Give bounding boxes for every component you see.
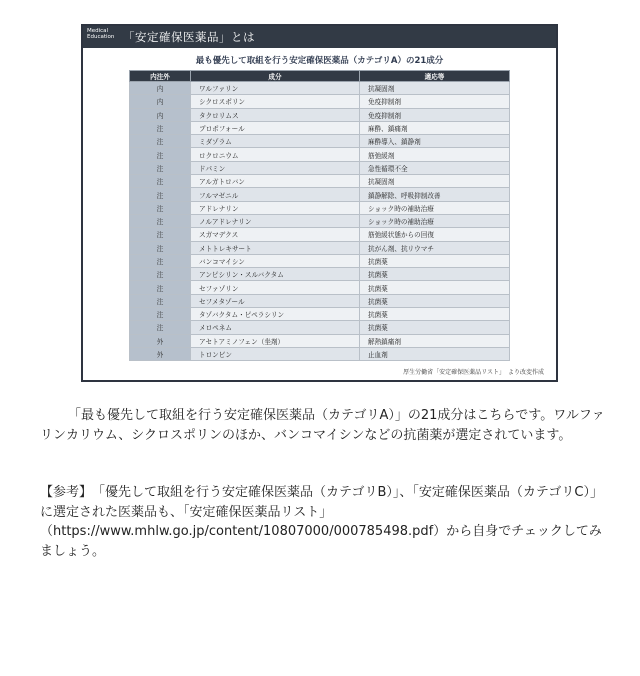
slide-header (83, 26, 556, 48)
row-indication: 筋弛緩状態からの回復 (360, 228, 510, 241)
row-ingredient: セファゾリン (191, 281, 360, 294)
row-category: 内 (130, 95, 191, 108)
row-indication: 抗菌薬 (360, 294, 510, 307)
table-row (130, 254, 510, 267)
row-category: 注 (130, 321, 191, 334)
row-ingredient: ドパミン (191, 161, 360, 174)
row-ingredient: ロクロニウム (191, 148, 360, 161)
row-ingredient: トロンビン (191, 347, 360, 360)
source-note: 厚生労働省「安定確保医薬品リスト」 より改変作成 (403, 369, 544, 376)
row-category: 外 (130, 347, 191, 360)
row-ingredient: アルガトロバン (191, 175, 360, 188)
table-row (130, 334, 510, 347)
row-category: 内 (130, 82, 191, 95)
row-category: 注 (130, 175, 191, 188)
table-header-row (130, 71, 510, 82)
body-paragraph-1: 「最も優先して取組を行う安定確保医薬品（カテゴリA）」の21成分はこちらです。ワルファリンカリウム、シクロスポリンのほか、バンコマイシンなどの抗菌薬が選定されています。 (40, 408, 605, 443)
row-ingredient: シクロスポリン (191, 95, 360, 108)
row-ingredient: ミダゾラム (191, 135, 360, 148)
row-category: 外 (130, 334, 191, 347)
row-category: 注 (130, 268, 191, 281)
slide-image (81, 24, 558, 382)
row-ingredient: バンコマイシン (191, 254, 360, 267)
row-indication: 抗菌薬 (360, 281, 510, 294)
row-category: 注 (130, 135, 191, 148)
table-row (130, 321, 510, 334)
row-ingredient: プロポフォール (191, 121, 360, 134)
row-category: 注 (130, 254, 191, 267)
table-row (130, 214, 510, 227)
table-row (130, 281, 510, 294)
row-indication: 抗がん剤、抗リウマチ (360, 241, 510, 254)
row-ingredient: アンピシリン・スルバクタム (191, 268, 360, 281)
table-row (130, 148, 510, 161)
table-row (130, 294, 510, 307)
table-row (130, 228, 510, 241)
row-category: 注 (130, 121, 191, 134)
column-header-category: 内注外 (130, 71, 191, 82)
row-indication: 止血剤 (360, 347, 510, 360)
row-ingredient: メロペネム (191, 321, 360, 334)
column-header-indication: 適応等 (360, 71, 510, 82)
row-ingredient: スガマデクス (191, 228, 360, 241)
row-category: 注 (130, 294, 191, 307)
row-indication: ショック時の補助治療 (360, 201, 510, 214)
row-ingredient: タゾバクタム・ピペラシリン (191, 308, 360, 321)
row-category: 注 (130, 161, 191, 174)
table-row (130, 268, 510, 281)
table-row (130, 135, 510, 148)
row-ingredient: セフメタゾール (191, 294, 360, 307)
table-row (130, 82, 510, 95)
row-indication: 筋弛緩剤 (360, 148, 510, 161)
row-category: 注 (130, 148, 191, 161)
row-indication: 抗菌薬 (360, 321, 510, 334)
row-indication: 抗菌薬 (360, 268, 510, 281)
row-category: 注 (130, 214, 191, 227)
table-row (130, 121, 510, 134)
table-row (130, 108, 510, 121)
medical-education-logo: Medical Education (87, 28, 115, 40)
row-category: 注 (130, 228, 191, 241)
row-indication: 解熱鎮痛剤 (360, 334, 510, 347)
row-ingredient: ワルファリン (191, 82, 360, 95)
column-header-ingredient: 成分 (191, 71, 360, 82)
drug-table (129, 70, 510, 361)
row-ingredient: ノルアドレナリン (191, 214, 360, 227)
row-category: 注 (130, 281, 191, 294)
slide-title: 「安定確保医薬品」とは (123, 30, 255, 44)
row-category: 内 (130, 108, 191, 121)
table-row (130, 95, 510, 108)
row-ingredient: アセトアミノフェン（坐剤） (191, 334, 360, 347)
row-indication: 抗菌薬 (360, 254, 510, 267)
table-row (130, 347, 510, 360)
row-ingredient: メトトレキサート (191, 241, 360, 254)
row-indication: 麻酔導入、鎮静剤 (360, 135, 510, 148)
table-row (130, 241, 510, 254)
table-row (130, 308, 510, 321)
row-ingredient: アドレナリン (191, 201, 360, 214)
row-indication: 抗凝固剤 (360, 82, 510, 95)
row-category: 注 (130, 201, 191, 214)
row-indication: 抗菌薬 (360, 308, 510, 321)
row-indication: 免疫抑制剤 (360, 95, 510, 108)
row-indication: 麻酔、鎮痛剤 (360, 121, 510, 134)
table-row (130, 175, 510, 188)
row-indication: 免疫抑制剤 (360, 108, 510, 121)
row-category: 注 (130, 241, 191, 254)
row-category: 注 (130, 308, 191, 321)
table-title: 最も優先して取組を行う安定確保医薬品（カテゴリA）の21成分 (195, 56, 444, 66)
row-ingredient: タクロリムス (191, 108, 360, 121)
row-category: 注 (130, 188, 191, 201)
row-indication: 鎮静解除、呼吸抑制改善 (360, 188, 510, 201)
row-ingredient: フルマゼニル (191, 188, 360, 201)
row-indication: 抗凝固剤 (360, 175, 510, 188)
table-row (130, 188, 510, 201)
table-row (130, 161, 510, 174)
table-row (130, 201, 510, 214)
row-indication: ショック時の補助治療 (360, 214, 510, 227)
body-paragraph-reference: 【参考】 「優先して取組を行う安定確保医薬品（カテゴリB）」、「安定確保医薬品（カテゴリC）」に選定された医薬品も、「安定確保医薬品リスト」（https://www.mhlw.go.jp/content/10807000/000785498.pdf）から自身でチェックしてみましょう。 (40, 485, 603, 559)
row-indication: 急性循環不全 (360, 161, 510, 174)
